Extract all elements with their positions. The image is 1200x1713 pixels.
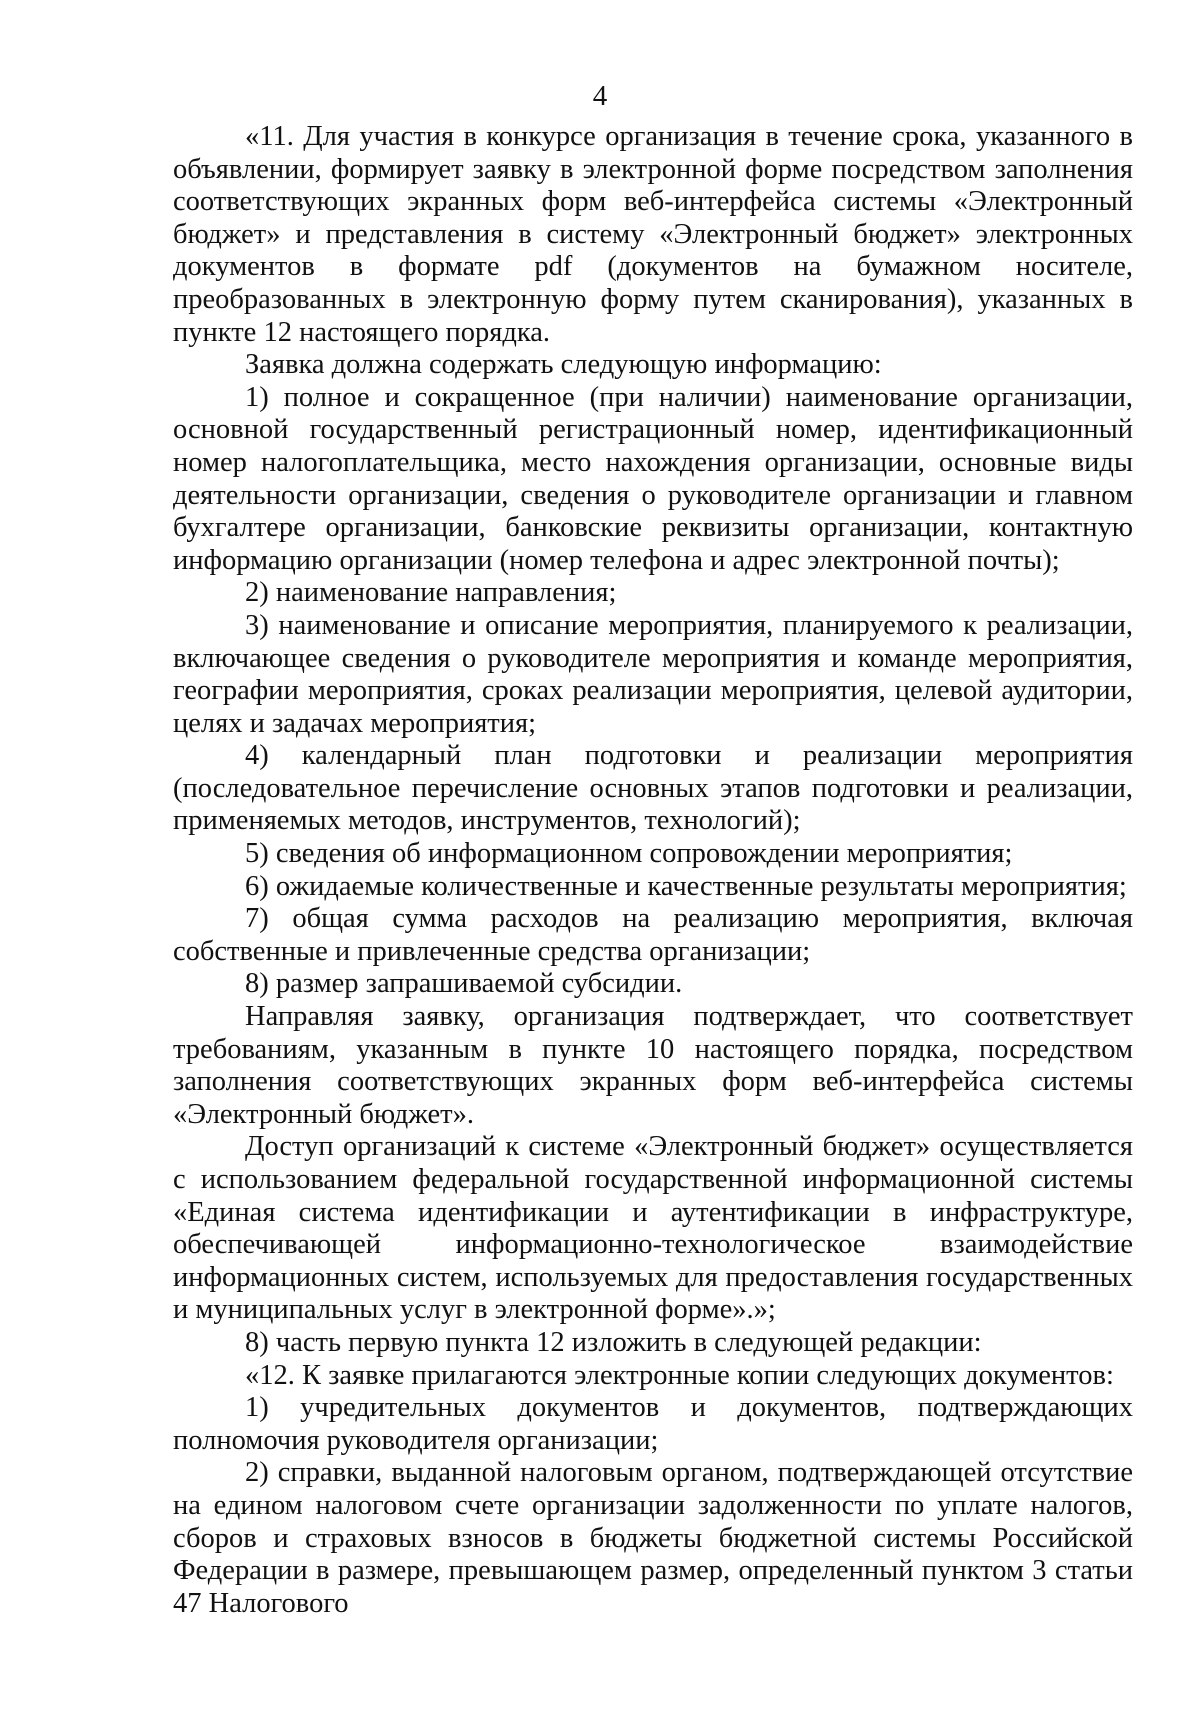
page-number: 4 (592, 80, 608, 112)
list-item-total-expenses: 7) общая сумма расходов на реализацию мероприятия, включая собственные и привлеченные средства организации; (173, 903, 1133, 967)
paragraph-confirmation: Направляя заявку, организация подтверждает, что соответствует требованиям, указанным в пункте 10 настоящего порядка, посредством заполнения соответствующих экранных форм веб-интерфейса системы «Электронный бюджет». (173, 1001, 1133, 1130)
list-item-founding-documents: 1) учредительных документов и документов, подтверждающих полномочия руководителя организации; (173, 1392, 1133, 1456)
list-item-calendar-plan: 4) календарный план подготовки и реализации мероприятия (последовательное перечисление основных этапов подготовки и реализации, применяемых методов, инструментов, технологий); (173, 740, 1133, 837)
list-item-organization-info: 1) полное и сокращенное (при наличии) наименование организации, основной государственный регистрационный номер, идентификационный номер налогоплательщика, место нахождения организации, основные виды деятельности организации, сведения о руководителе организации и главном бухгалтере организации, банковские реквизиты организации, контактную информацию организации (номер телефона и адрес электронной почты); (173, 381, 1133, 576)
list-item-direction-name: 2) наименование направления; (245, 577, 617, 609)
list-item-tax-certificate: 2) справки, выданной налоговым органом, подтверждающей отсутствие на едином налоговом счете организации задолженности по уплате налогов, сборов и страховых взносов в бюджеты бюджетной системы Российской Федерации в размере, превышающем размер, определенный пунктом 3 статьи 47 Налогового (173, 1457, 1133, 1619)
paragraph-application-content-intro: Заявка должна содержать следующую информацию: (245, 349, 882, 381)
document-body (173, 121, 1133, 1620)
list-item-event-description: 3) наименование и описание мероприятия, планируемого к реализации, включающее сведения о руководителе мероприятия и команде мероприятия, географии мероприятия, сроках реализации мероприятия, целевой аудитории, целях и задачах мероприятия; (173, 609, 1133, 739)
list-item-expected-results: 6) ожидаемые количественные и качественные результаты мероприятия; (245, 870, 1127, 902)
paragraph-item-12: «12. К заявке прилагаются электронные копии следующих документов: (245, 1359, 1114, 1391)
list-item-subsidy-amount: 8) размер запрашиваемой субсидии. (245, 968, 683, 1000)
paragraph-item-11: «11. Для участия в конкурсе организация в течение срока, указанного в объявлении, формирует заявку в электронной форме посредством заполнения соответствующих экранных форм веб-интерфейса системы «Электронный бюджет» и представления в систему «Электронный бюджет» электронных документов в формате pdf (документов на бумажном носителе, преобразованных в электронную форму путем сканирования), указанных в пункте 12 настоящего порядка. (173, 121, 1133, 348)
paragraph-system-access: Доступ организаций к системе «Электронный бюджет» осуществляется с использованием федеральной государственной информационной системы «Единая система идентификации и аутентификации в инфраструктуре, обеспечивающей информационно-технологическое взаимодействие информационных систем, используемых для предоставления государственных и муниципальных услуг в электронной форме».»; (173, 1131, 1133, 1326)
paragraph-amendment-item-12: 8) часть первую пункта 12 изложить в следующей редакции: (245, 1326, 982, 1358)
list-item-information-support: 5) сведения об информационном сопровождении мероприятия; (245, 838, 1013, 870)
